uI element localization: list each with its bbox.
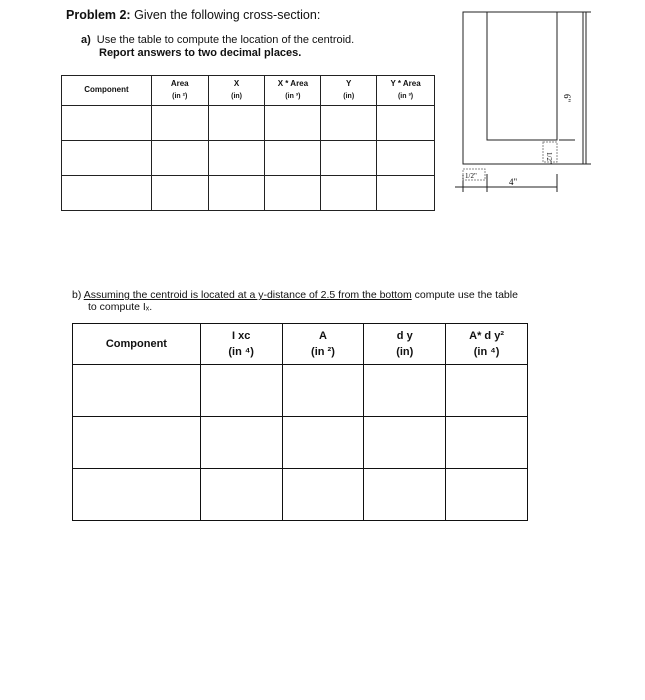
answer-cell[interactable] (321, 176, 377, 211)
centroid-table-header (62, 76, 435, 106)
part-b-underlined: Assuming the centroid is located at a y-distance of 2.5 from the bottom (83, 289, 412, 301)
inertia-table-header (73, 324, 528, 365)
answer-cell[interactable] (73, 469, 201, 521)
header-cell: A* d y² (in ⁴) (446, 324, 528, 365)
answer-cell[interactable] (200, 469, 282, 521)
header-cell: X (in) (208, 76, 265, 106)
header-cell: Y (in) (321, 76, 377, 106)
answer-cell[interactable] (62, 176, 152, 211)
answer-cell[interactable] (364, 417, 446, 469)
section-inner (487, 12, 557, 140)
table-row (62, 141, 435, 176)
part-b-rest: compute use the table (414, 289, 518, 301)
problem-title: Problem 2: (66, 8, 131, 22)
answer-cell[interactable] (151, 176, 208, 211)
answer-cell[interactable] (282, 469, 364, 521)
width-label: 4" (509, 177, 518, 187)
answer-cell[interactable] (200, 417, 282, 469)
answer-cell[interactable] (446, 365, 528, 417)
answer-cell[interactable] (200, 365, 282, 417)
table-row (73, 469, 528, 521)
answer-cell[interactable] (151, 141, 208, 176)
header-cell: d y (in) (364, 324, 446, 365)
answer-cell[interactable] (321, 141, 377, 176)
header-cell: I xc (in ⁴) (200, 324, 282, 365)
answer-cell[interactable] (377, 106, 435, 141)
answer-cell[interactable] (62, 106, 152, 141)
answer-cell[interactable] (151, 106, 208, 141)
part-a-line2: Report answers to two decimal places. (99, 47, 302, 59)
answer-cell[interactable] (377, 176, 435, 211)
moment-of-inertia-table (72, 323, 528, 521)
part-b-label: b) (72, 289, 82, 301)
answer-cell[interactable] (73, 365, 201, 417)
answer-cell[interactable] (364, 469, 446, 521)
section-outline (463, 12, 583, 164)
flange-thickness-label: 1/2" (545, 152, 553, 164)
header-cell: Y * Area (in ³) (377, 76, 435, 106)
answer-cell[interactable] (265, 106, 321, 141)
answer-cell[interactable] (62, 141, 152, 176)
answer-cell[interactable] (282, 417, 364, 469)
table-row (62, 106, 435, 141)
answer-cell[interactable] (208, 176, 265, 211)
answer-cell[interactable] (265, 176, 321, 211)
table-row (62, 176, 435, 211)
table-row (73, 365, 528, 417)
answer-cell[interactable] (446, 417, 528, 469)
answer-cell[interactable] (446, 469, 528, 521)
table-row (73, 417, 528, 469)
header-cell: Area (in ²) (151, 76, 208, 106)
answer-cell[interactable] (321, 106, 377, 141)
part-a-label: a) (81, 34, 91, 46)
answer-cell[interactable] (208, 106, 265, 141)
centroid-table (61, 75, 435, 211)
web-thickness-label: 1/2" (465, 172, 477, 180)
part-b-instructions (72, 289, 518, 313)
header-cell: Component (73, 324, 201, 365)
part-b-line2: to compute Iₓ. (88, 301, 153, 313)
answer-cell[interactable] (208, 141, 265, 176)
height-label: 6" (562, 94, 572, 103)
header-cell: A (in ²) (282, 324, 364, 365)
part-a-instructions (81, 34, 354, 60)
answer-cell[interactable] (364, 365, 446, 417)
problem-statement: Given the following cross-section: (134, 8, 321, 22)
header-cell: X * Area (in ³) (265, 76, 321, 106)
problem-heading (66, 8, 320, 22)
answer-cell[interactable] (282, 365, 364, 417)
part-a-line1: Use the table to compute the location of the centroid. (96, 34, 355, 46)
cross-section-drawing (447, 4, 597, 214)
answer-cell[interactable] (265, 141, 321, 176)
answer-cell[interactable] (73, 417, 201, 469)
header-cell: Component (62, 76, 152, 106)
answer-cell[interactable] (377, 141, 435, 176)
